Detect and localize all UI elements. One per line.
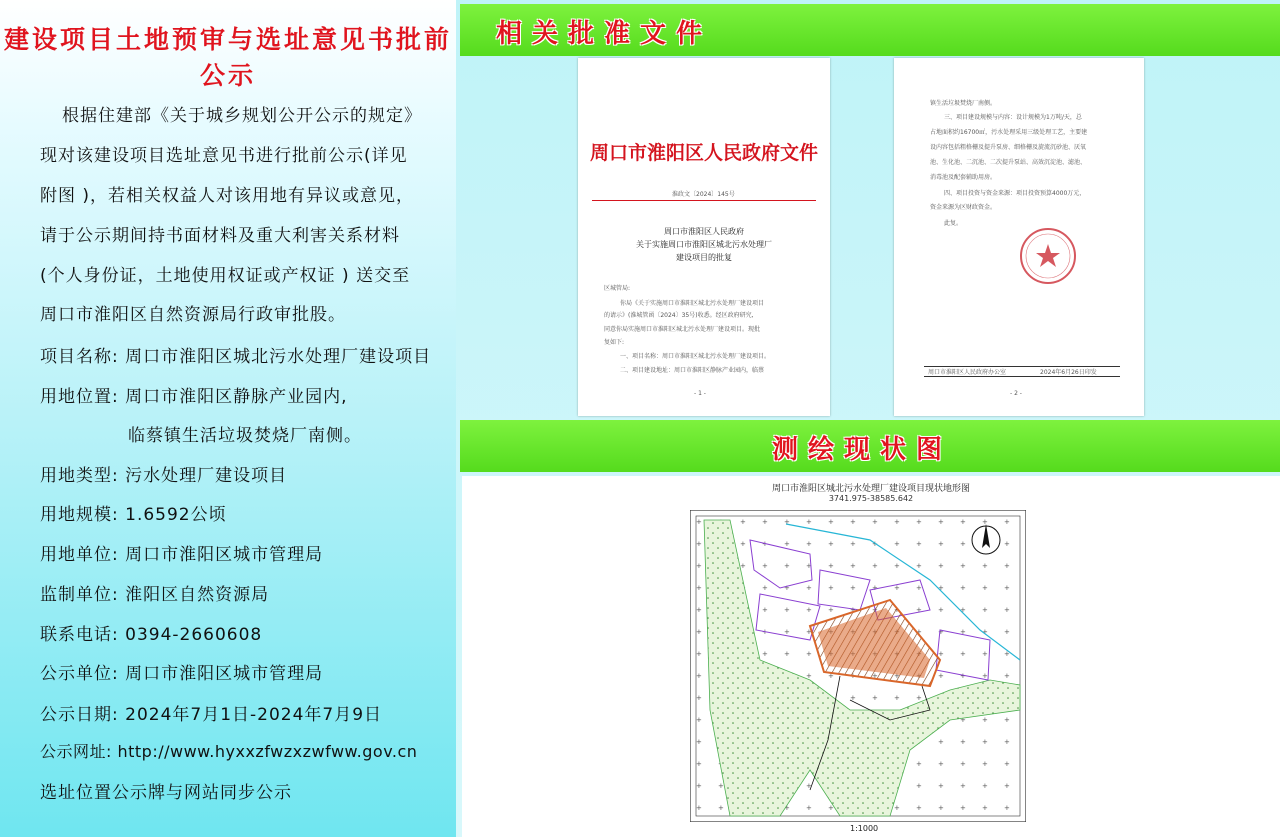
survey-map-heading: 测绘现状图 (772, 435, 953, 465)
doc-body-line-5: 一、项目名称：周口市淮阳区城北污水处理厂建设项目。 (620, 353, 771, 360)
doc2-footer-date: 2024年6月26日印发 (1040, 369, 1097, 376)
doc2-body-line-9: 此复。 (944, 220, 963, 227)
paragraph-line-1: 根据住建部《关于城乡规划公开公示的规定》 (62, 106, 422, 126)
paragraph-line-6: 周口市淮阳区自然资源局行政审批股。 (40, 305, 346, 325)
doc-body-line-2: 的请示》(淮城管函〔2024〕35号)收悉。经区政府研究, (604, 312, 754, 319)
land-type: 用地类型: 污水处理厂建设项目 (40, 466, 288, 486)
topographic-map (690, 510, 1026, 822)
land-location-continued: 临蔡镇生活垃圾焚烧厂南侧。 (128, 426, 362, 446)
project-name: 项目名称: 周口市淮阳区城北污水处理厂建设项目 (40, 347, 432, 367)
survey-map-area (462, 476, 1280, 837)
supervising-unit: 监制单位: 淮阳区自然资源局 (40, 585, 270, 605)
doc-red-rule (592, 200, 816, 201)
doc-title-line-2: 关于实施周口市淮阳区城北污水处理厂 (636, 240, 772, 249)
doc-page-number: - 1 - (694, 390, 706, 397)
doc-title-line-1: 周口市淮阳区人民政府 (664, 227, 744, 236)
announcement-date: 公示日期: 2024年7月1日-2024年7月9日 (40, 705, 383, 725)
doc2-body-line-8: 资金来源为区财政资金。 (930, 204, 997, 211)
doc2-body-line-2: 三、项目建设规模与内容：设计规模为1万吨/天，总 (944, 114, 1082, 121)
doc-title-line-3: 建设项目的批复 (676, 253, 732, 262)
doc-body-line-4: 复如下: (604, 339, 625, 346)
doc-body-line-6: 二、项目建设地址：周口市淮阳区静脉产业园内，临蔡 (620, 367, 765, 374)
doc-body-line-3: 同意你局实施周口市淮阳区城北污水处理厂建设项目。现批 (604, 326, 761, 333)
announcing-unit: 公示单位: 周口市淮阳区城市管理局 (40, 664, 324, 684)
official-seal-icon (1018, 226, 1078, 286)
paragraph-line-4: 请于公示期间持书面材料及重大利害关系材料 (40, 226, 400, 246)
doc-body-line-1: 你局《关于实施周口市淮阳区城北污水处理厂建设项目 (620, 300, 765, 307)
land-location: 用地位置: 周口市淮阳区静脉产业园内, (40, 387, 348, 407)
land-scale: 用地规模: 1.6592公顷 (40, 505, 227, 525)
doc2-page-number: - 2 - (1010, 390, 1022, 397)
paragraph-line-3: 附图 )，若相关权益人对该用地有异议或意见， (40, 186, 415, 206)
approval-docs-heading: 相关批准文件 (496, 19, 713, 49)
doc2-body-line-6: 消毒池及配套辅助用房。 (930, 174, 997, 181)
doc2-body-line-5: 池、生化池、二沉池、二次提升泵站、高效沉淀池、滤池、 (930, 159, 1087, 166)
map-title: 周口市淮阳区城北污水处理厂建设项目现状地形图 (771, 484, 970, 494)
survey-map-banner (460, 420, 1280, 472)
land-unit: 用地单位: 周口市淮阳区城市管理局 (40, 545, 324, 565)
notice-title: 建设项目土地预审与选址意见书批前公示 (3, 25, 452, 90)
map-scale: 1:1000 (850, 824, 879, 833)
approval-docs-banner (460, 4, 1280, 56)
doc-number: 淮政文〔2024〕145号 (672, 191, 735, 198)
doc-addressee: 区城管局: (604, 285, 631, 292)
doc2-footer-issuer: 周口市淮阳区人民政府办公室 (928, 369, 1007, 376)
doc2-body-line-7: 四、项目投资与资金来源：项目投资预算4000万元， (944, 190, 1086, 197)
left-panel (0, 0, 456, 837)
paragraph-line-2: 现对该建设项目选址意见书进行批前公示(详见 (40, 146, 408, 166)
sync-notice: 选址位置公示牌与网站同步公示 (40, 783, 292, 803)
contact-phone: 联系电话: 0394-2660608 (40, 625, 263, 645)
doc2-footer-rule-bottom (924, 376, 1120, 377)
doc2-body-line-1: 镇生活垃圾焚烧厂南侧。 (930, 100, 997, 107)
announcement-website: 公示网址: http://www.hyxxzfwzxzwfww.gov.cn (40, 742, 418, 761)
approval-document-page-2 (894, 58, 1144, 416)
approval-document-page-1 (578, 58, 830, 416)
doc2-body-line-4: 设内容包括粗格栅及提升泵房、细格栅及旋流沉砂池、厌氧 (930, 144, 1087, 151)
map-coordinates: 3741.975-38585.642 (828, 494, 914, 503)
paragraph-line-5: (个人身份证，土地使用权证或产权证 ) 送交至 (40, 266, 411, 286)
doc2-body-line-3: 占地面积约16700㎡，污水处理采用三级处理工艺，主要建 (930, 129, 1088, 136)
doc-header: 周口市淮阳区人民政府文件 (589, 142, 818, 164)
